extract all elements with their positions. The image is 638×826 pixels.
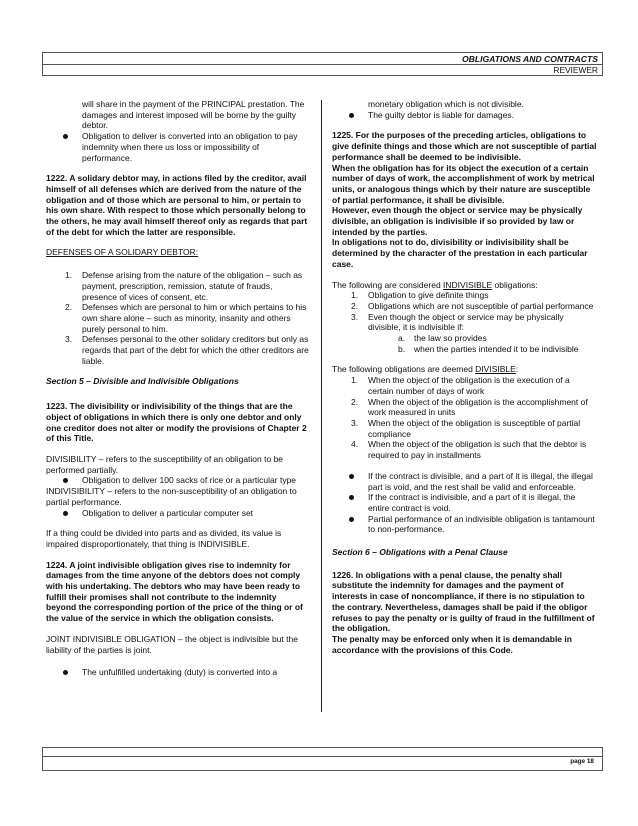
section-6-heading: Section 6 – Obligations with a Penal Clause (332, 547, 508, 558)
article-1225-para-4: In obligations not to do, divisibility or indivisibility shall be determined by the character of the prestation in each particular case. (332, 237, 588, 269)
continuation-text: monetary obligation which is not divisible. (368, 99, 524, 109)
bullet-text: Obligation to deliver 100 sacks of rice or a particular type (82, 475, 297, 486)
list-text: When the object of the obligation is the execution of a certain number of days of work (368, 375, 570, 396)
bullet-item (332, 471, 597, 492)
intro-keyword: INDIVISIBLE (443, 279, 493, 290)
header-subtitle: REVIEWER (553, 65, 598, 75)
list-number: 1. (65, 270, 73, 281)
intro-keyword: DIVISIBLE (475, 364, 516, 375)
intro-text: : (515, 364, 519, 375)
article-1225-para-2: When the obligation has for its object the execution of a certain number of days of work, the accomplishment of work by metrical units, or analogous things which by their nature are susceptible of partial performance, it shall be divisible. (332, 162, 595, 205)
article-1224: 1224. A joint indivisible obligation gives rise to indemnity for damages from the time anyone of the debtors does not comply with his undertaking. The debtors who may have been ready to fulfill their promises shall not contribute to the indemnity beyond the corresponding portion of the price of the thing or of the value of the service in which the obligation consists. (46, 559, 303, 624)
list-number: 2. (351, 396, 359, 407)
list-text: when the parties intended it to be indivisible (414, 343, 579, 354)
list-item (332, 290, 597, 301)
list-item (46, 302, 309, 334)
indivisible-intro (332, 280, 597, 291)
list-number: 4. (351, 439, 359, 450)
bullet-item (46, 131, 309, 163)
article-1223: 1223. The divisibility or indivisibility of the things that are the object of obligations in which there is only one debtor and only one creditor does not alter or modify the provisions of Chapter 2 of this Title. (46, 401, 307, 444)
bullet-text: Obligation to deliver a particular computer set (82, 507, 254, 518)
contract-bullets (332, 471, 597, 535)
list-text: When the object of the obligation is susceptible of partial compliance (368, 417, 581, 439)
list-text: the law so provides (414, 333, 487, 344)
list-text: When the object of the obligation is such that the debtor is required to pay in installments (368, 439, 587, 461)
footer-divider (43, 756, 602, 757)
intro-text: The following are considered (332, 279, 444, 290)
indivisible-list (332, 290, 597, 354)
list-number: 3. (65, 334, 73, 345)
bullet-icon (63, 670, 68, 675)
list-number: 1. (351, 375, 359, 386)
list-number: 1. (351, 290, 359, 301)
header-title: OBLIGATIONS AND CONTRACTS (461, 54, 598, 64)
bullet-icon (63, 134, 68, 139)
list-number: 3. (351, 311, 359, 322)
bullet-icon (63, 511, 68, 516)
list-text: Obligation to give definite things (368, 290, 489, 301)
list-text: Defenses which are personal to him or which pertains to his own share alone – such as minority, insanity and others purely personal to him. (82, 302, 307, 334)
article-1225: 1225. For the purposes of the preceding articles, obligations to give definite things and those which are not susceptible of partial performance shall be deemed to be indivisible. (332, 130, 597, 162)
list-item (46, 270, 309, 302)
list-number: 2. (65, 302, 73, 313)
bullet-icon (349, 113, 354, 118)
article-1225-para-3: However, even though the object or service may be physically divisible, an obligation is indivisible if so provided by law or intended by the parties. (332, 205, 583, 237)
bullet-text: The unfulfilled undertaking (duty) is converted into a (82, 667, 278, 678)
page-footer (42, 747, 603, 771)
list-item (332, 375, 597, 396)
list-item (332, 301, 597, 312)
indivisible-thing-text: If a thing could be divided into parts and as divided, its value is impaired disproportionately, that thing is INDIVISIBLE. (46, 528, 282, 549)
bullet-text: If the contract is indivisible, and a part of it is illegal, the entire contract is void. (368, 492, 576, 513)
defenses-heading: DEFENSES OF A SOLIDARY DEBTOR: (46, 247, 199, 258)
bullet-text: Partial performance of an indivisible obligation is tantamount to non-performance. (368, 513, 595, 535)
list-text: Defense arising from the nature of the obligation – such as payment, prescription, remission, statute of frauds, presence of vices of consent, etc. (82, 270, 303, 302)
list-item (332, 397, 597, 418)
list-text: When the object of the obligation is the accomplishment of work measured in units (368, 396, 588, 418)
header-divider (43, 64, 602, 65)
bullet-item (46, 475, 309, 486)
list-number: 3. (351, 417, 359, 428)
section-5-heading: Section 5 – Divisible and Indivisible Obligations (46, 376, 239, 387)
right-column (332, 99, 597, 655)
indivisibility-definition: INDIVISIBILITY – refers to the non-susceptibility of an obligation to partial performance. (46, 486, 297, 507)
list-item (46, 334, 309, 366)
intro-text: The following obligations are deemed (332, 364, 476, 375)
divisible-intro (332, 364, 597, 375)
article-1222: 1222. A solidary debtor may, in actions filed by the creditor, avail himself of all defenses which are derived from the nature of the obligation and of those which are personal to him, or pertain to his own share. With respect to those which personally belong to the others, he may avail himself thereof only as regards that part of the debt for which the latter are responsible. (46, 173, 308, 237)
divisible-list (332, 375, 597, 461)
bullet-icon (349, 517, 354, 522)
intro-text: obligations: (492, 279, 538, 290)
bullet-item (332, 514, 597, 535)
list-item (332, 312, 597, 333)
list-text: Defenses personal to the other solidary creditors but only as regards that part of the debt for which the other creditors are liable. (82, 334, 309, 366)
left-column (46, 99, 309, 678)
list-text: Obligations which are not susceptible of partial performance (368, 300, 594, 311)
bullet-item (46, 667, 309, 678)
bullet-item (46, 508, 309, 519)
column-divider (321, 100, 322, 712)
list-letter: a. (398, 333, 406, 344)
bullet-icon (349, 474, 354, 479)
article-1226-para-2: The penalty may be enforced only when it is demandable in accordance with the provisions of this Code. (332, 633, 572, 655)
bullet-text: The guilty debtor is liable for damages. (368, 109, 514, 120)
bullet-item (332, 110, 597, 121)
sub-list-item (332, 333, 597, 344)
list-letter: b. (398, 343, 406, 354)
list-number: 2. (351, 300, 359, 311)
joint-indivisible-definition: JOINT INDIVISIBLE OBLIGATION – the object is indivisible but the liability of the parties is joint. (46, 633, 298, 655)
continuation-text: will share in the payment of the PRINCIPAL prestation. The damages and interest imposed will be borne by the guilty debtor. (82, 99, 305, 131)
bullet-icon (349, 495, 354, 500)
list-item (332, 439, 597, 460)
article-1226: 1226. In obligations with a penal clause, the penalty shall substitute the indemnity for damages and the payment of interests in case of noncompliance, if there is no stipulation to the contrary. Nevertheless, damages shall be paid if the obligor refuses to pay the penalty or is guilty of fraud in the fulfillment of the obligation. (332, 569, 595, 634)
page-number: page 18 (570, 758, 594, 765)
bullet-text: If the contract is divisible, and a part of it is illegal, the illegal part is void, and the rest shall be valid and enforceable. (368, 470, 593, 492)
page-header (42, 52, 603, 76)
bullet-icon (63, 478, 68, 483)
divisibility-definition: DIVISIBILITY – refers to the susceptibility of an obligation to be performed partially. (46, 453, 284, 475)
bullet-item (332, 492, 597, 513)
bullet-text: Obligation to deliver is converted into an obligation to pay indemnity when there us loss or impossibility of performance. (82, 131, 298, 163)
sub-list-item (332, 344, 597, 355)
defenses-list (46, 270, 309, 366)
list-item (332, 418, 597, 439)
list-text: Even though the object or service may be physically divisible, it is indivisible if: (368, 311, 564, 333)
